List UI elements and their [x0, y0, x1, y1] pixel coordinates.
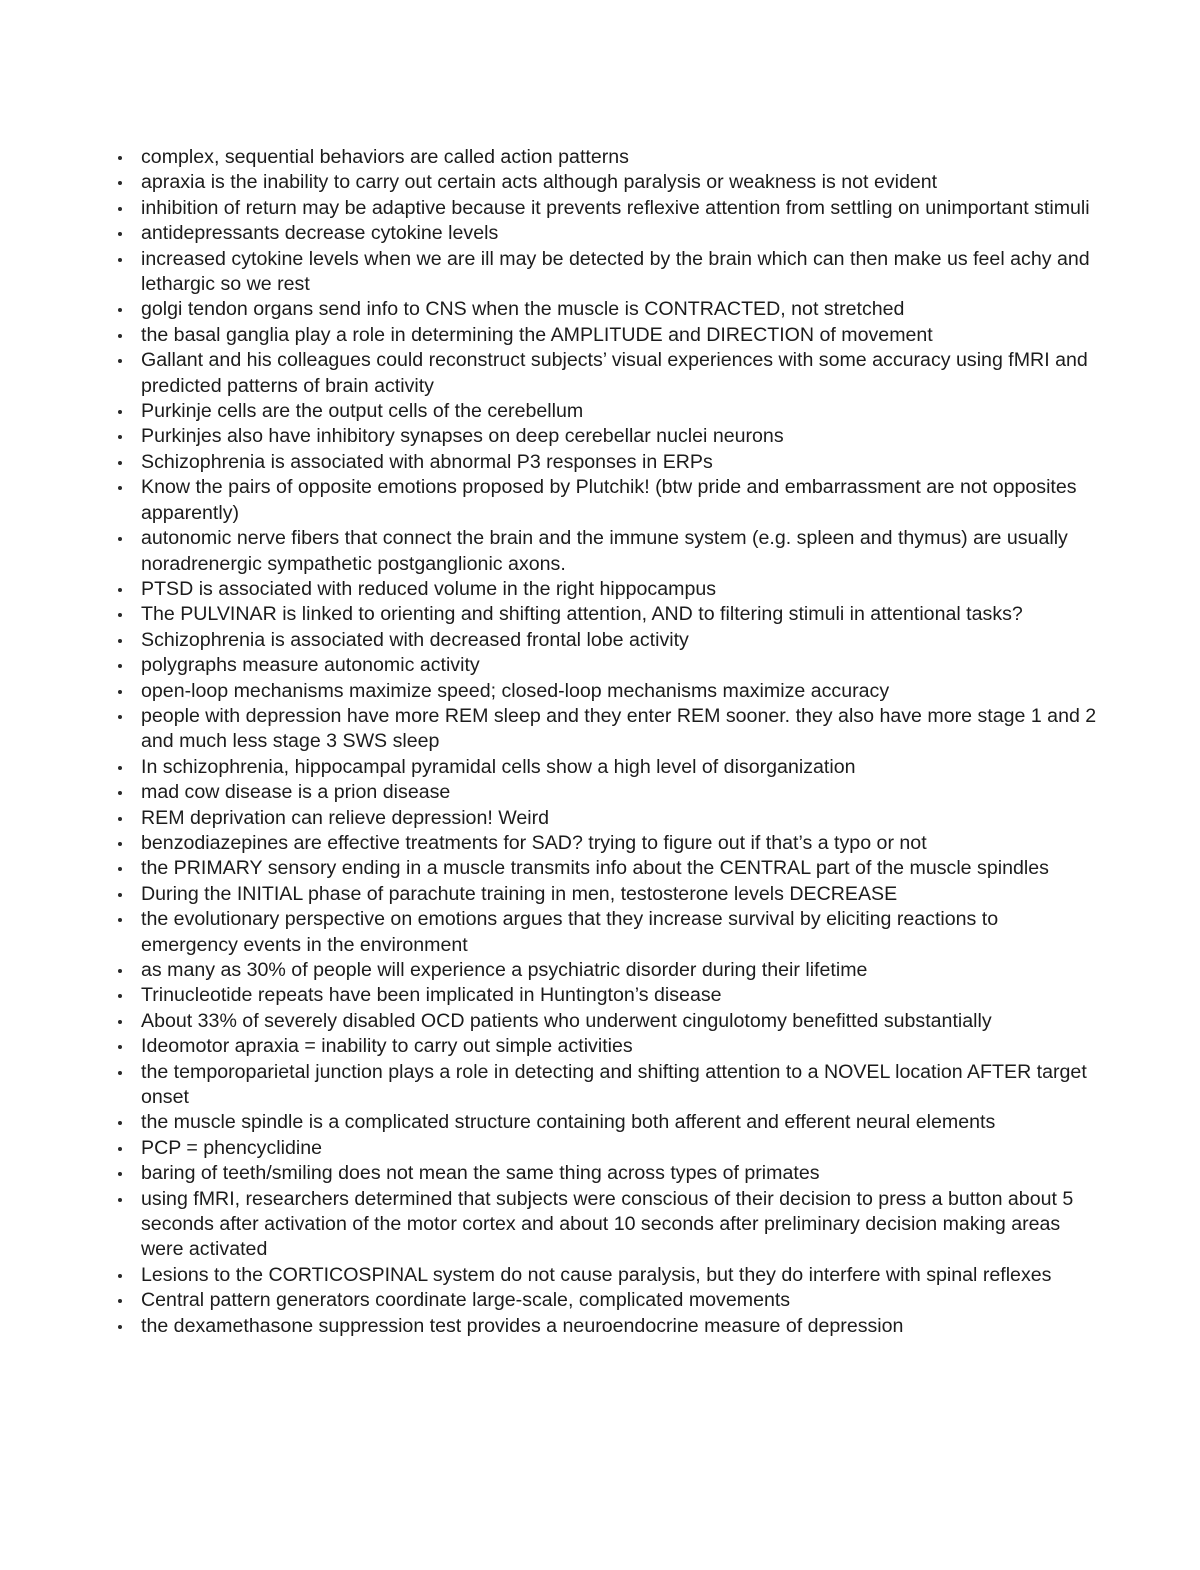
bullet-list — [112, 145, 1097, 1339]
bullet-icon — [118, 461, 122, 465]
bullet-icon — [118, 1045, 122, 1049]
list-item-text: PCP = phencyclidine — [141, 1136, 322, 1159]
bullet-icon — [118, 1172, 122, 1176]
list-item-text: the muscle spindle is a complicated structure containing both afferent and efferent neural elements — [141, 1111, 996, 1134]
list-item-text: increased cytokine levels when we are ill may be detected by the brain which can then make us feel achy and lethargic so we rest — [141, 247, 1090, 296]
bullet-icon — [118, 232, 122, 236]
bullet-icon — [118, 613, 122, 617]
list-item-text: benzodiazepines are effective treatments for SAD? trying to figure out if that’s a typo or not — [141, 831, 927, 854]
bullet-icon — [118, 1147, 122, 1151]
bullet-icon — [118, 359, 122, 363]
list-item — [112, 196, 1097, 221]
bullet-icon — [118, 1325, 122, 1329]
list-item — [112, 145, 1097, 170]
bullet-icon — [118, 486, 122, 490]
list-item-text: apraxia is the inability to carry out certain acts although paralysis or weakness is not evident — [141, 171, 938, 194]
bullet-icon — [118, 156, 122, 160]
list-item-text: the evolutionary perspective on emotions argues that they increase survival by eliciting reactions to emergency events in the environment — [141, 908, 999, 956]
bullet-icon — [118, 994, 122, 998]
list-item-text: Purkinje cells are the output cells of the cerebellum — [141, 400, 584, 423]
list-item-text: Central pattern generators coordinate large-scale, complicated movements — [141, 1289, 791, 1312]
list-item-text: as many as 30% of people will experience a psychiatric disorder during their lifetime — [141, 959, 868, 981]
list-item — [112, 1263, 1097, 1288]
list-item — [112, 170, 1097, 195]
list-item — [112, 907, 1097, 958]
list-item — [112, 297, 1097, 322]
bullet-icon — [118, 1274, 122, 1278]
bullet-icon — [118, 1198, 122, 1202]
list-item-text: Schizophrenia is associated with abnormal P3 responses in ERPs — [141, 450, 713, 473]
list-item-text: Lesions to the CORTICOSPINAL system do not cause paralysis, but they do interfere with spinal reflexes — [141, 1263, 1052, 1286]
bullet-icon — [118, 867, 122, 871]
list-item — [112, 983, 1097, 1008]
list-item — [112, 348, 1097, 399]
bullet-icon — [118, 918, 122, 922]
list-item — [112, 780, 1097, 805]
list-item — [112, 526, 1097, 577]
list-item-text: people with depression have more REM sleep and they enter REM sooner. they also have more stage 1 and 2 and much less stage 3 SWS sleep — [141, 704, 1097, 753]
bullet-icon — [118, 791, 122, 795]
bullet-icon — [118, 435, 122, 439]
bullet-icon — [118, 817, 122, 821]
list-item-text: inhibition of return may be adaptive because it prevents reflexive attention from settling on unimportant stimuli — [141, 196, 1090, 219]
list-item — [112, 806, 1097, 831]
list-item — [112, 1187, 1097, 1263]
list-item-text: the PRIMARY sensory ending in a muscle transmits info about the CENTRAL part of the muscle spindles — [141, 857, 1049, 880]
list-item — [112, 221, 1097, 246]
list-item — [112, 831, 1097, 856]
bullet-icon — [118, 842, 122, 846]
list-item-text: using fMRI, researchers determined that subjects were conscious of their decision to press a button about 5 seconds after activation of the motor cortex and about 10 seconds after preliminary decision making areas were activated — [141, 1187, 1074, 1261]
bullet-icon — [118, 308, 122, 312]
list-item-text: Know the pairs of opposite emotions proposed by Plutchik! (btw pride and embarrassment are not opposites apparently) — [141, 476, 1077, 524]
bullet-icon — [118, 766, 122, 770]
list-item — [112, 1136, 1097, 1161]
list-item-text: mad cow disease is a prion disease — [141, 781, 451, 804]
list-item — [112, 1009, 1097, 1034]
list-item — [112, 679, 1097, 704]
list-item — [112, 1288, 1097, 1313]
bullet-icon — [118, 410, 122, 414]
list-item-text: During the INITIAL phase of parachute training in men, testosterone levels DECREASE — [141, 882, 898, 905]
list-item-text: baring of teeth/smiling does not mean the same thing across types of primates — [141, 1162, 820, 1185]
list-item-text: golgi tendon organs send info to CNS when the muscle is CONTRACTED, not stretched — [141, 298, 905, 321]
list-item — [112, 475, 1097, 526]
bullet-icon — [118, 715, 122, 719]
list-item — [112, 882, 1097, 907]
list-item — [112, 856, 1097, 881]
bullet-icon — [118, 334, 122, 338]
bullet-icon — [118, 258, 122, 262]
list-item — [112, 602, 1097, 627]
list-item — [112, 958, 1097, 983]
bullet-icon — [118, 690, 122, 694]
bullet-icon — [118, 893, 122, 897]
list-item-text: antidepressants decrease cytokine levels — [141, 222, 499, 245]
list-item-text: In schizophrenia, hippocampal pyramidal cells show a high level of disorganization — [141, 755, 856, 778]
list-item — [112, 704, 1097, 755]
list-item — [112, 424, 1097, 449]
list-item-text: About 33% of severely disabled OCD patients who underwent cingulotomy benefitted substantially — [141, 1009, 992, 1032]
bullet-icon — [118, 1071, 122, 1075]
list-item-text: Purkinjes also have inhibitory synapses on deep cerebellar nuclei neurons — [141, 425, 784, 448]
list-item-text: Trinucleotide repeats have been implicated in Huntington’s disease — [141, 984, 722, 1007]
list-item — [112, 247, 1097, 298]
list-item-text: REM deprivation can relieve depression! Weird — [141, 806, 550, 829]
list-item — [112, 450, 1097, 475]
list-item-text: Ideomotor apraxia = inability to carry out simple activities — [141, 1035, 633, 1058]
list-item — [112, 653, 1097, 678]
list-item — [112, 1034, 1097, 1059]
list-item — [112, 628, 1097, 653]
bullet-icon — [118, 181, 122, 185]
bullet-icon — [118, 588, 122, 592]
bullet-icon — [118, 1020, 122, 1024]
bullet-icon — [118, 1299, 122, 1303]
list-item-text: the temporoparietal junction plays a role in detecting and shifting attention to a NOVEL location AFTER target onset — [141, 1060, 1087, 1109]
list-item — [112, 1110, 1097, 1135]
list-item-text: the basal ganglia play a role in determining the AMPLITUDE and DIRECTION of movement — [141, 323, 933, 346]
list-item-text: polygraphs measure autonomic activity — [141, 654, 480, 677]
list-item-text: The PULVINAR is linked to orienting and shifting attention, AND to filtering stimuli in attentional tasks? — [141, 603, 1023, 626]
list-item — [112, 1161, 1097, 1186]
list-item-text: autonomic nerve fibers that connect the brain and the immune system (e.g. spleen and thymus) are usually noradrenergic sympathetic postganglionic axons. — [141, 527, 1068, 575]
list-item — [112, 1314, 1097, 1339]
list-item — [112, 1060, 1097, 1111]
list-item-text: the dexamethasone suppression test provides a neuroendocrine measure of depression — [141, 1314, 904, 1337]
bullet-icon — [118, 1121, 122, 1125]
list-item-text: PTSD is associated with reduced volume in the right hippocampus — [141, 577, 717, 600]
list-item-text: Schizophrenia is associated with decreased frontal lobe activity — [141, 628, 689, 651]
list-item-text: Gallant and his colleagues could reconstruct subjects’ visual experiences with some accuracy using fMRI and predicted patterns of brain activity — [141, 349, 1088, 397]
bullet-icon — [118, 537, 122, 541]
bullet-icon — [118, 969, 122, 973]
list-item — [112, 755, 1097, 780]
list-item — [112, 577, 1097, 602]
bullet-icon — [118, 664, 122, 668]
list-item — [112, 399, 1097, 424]
list-item — [112, 323, 1097, 348]
list-item-text: complex, sequential behaviors are called action patterns — [141, 146, 629, 168]
bullet-icon — [118, 639, 122, 643]
list-item-text: open-loop mechanisms maximize speed; closed-loop mechanisms maximize accuracy — [141, 679, 890, 702]
bullet-icon — [118, 207, 122, 211]
